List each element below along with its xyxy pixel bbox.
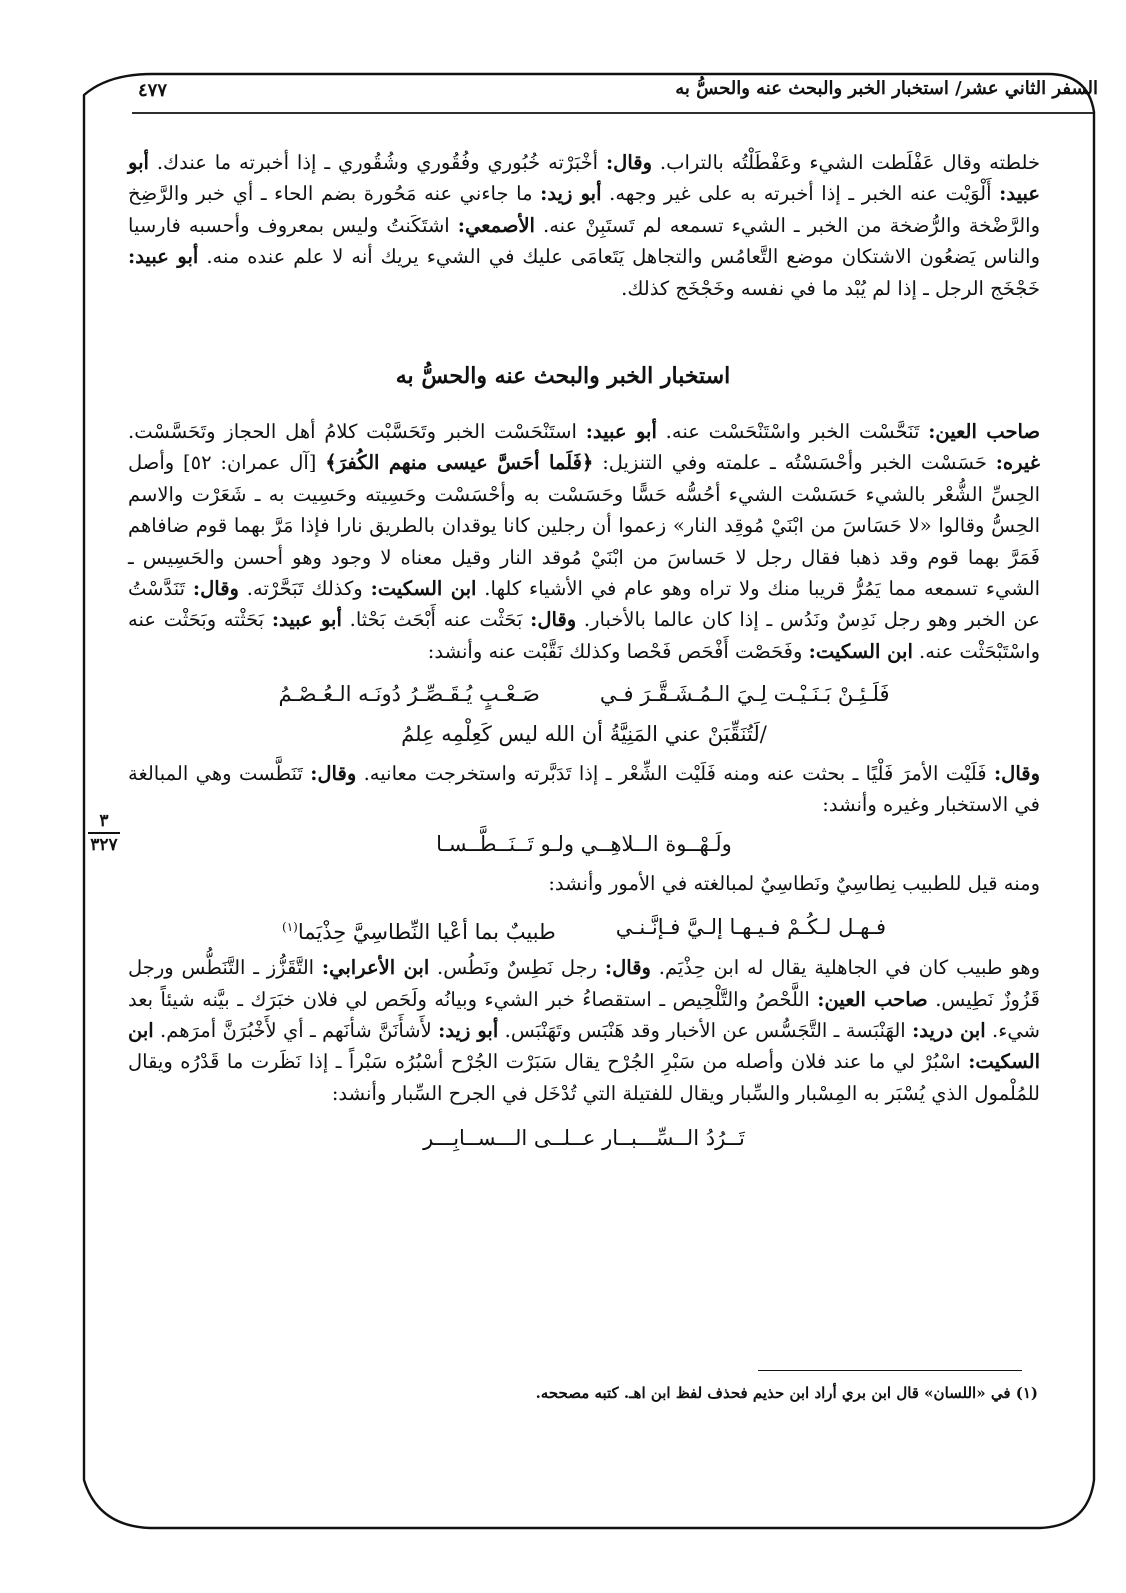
speaker-label: أبو عبيد: — [128, 151, 1040, 206]
text-run: خلطته وقال عَفْلَطت الشيء وعَفْطَلْتُه بالتراب. — [652, 151, 1041, 174]
text-run: بَحَثْت عنه أَبْحَث بَحْثا. — [341, 608, 531, 632]
verse-4: تَــرُدُ الــسِّـــبــار عــلــى الـــســابِـــر — [423, 1126, 745, 1151]
margin-page-reference: ٣ ٣٢٧ — [82, 812, 126, 854]
verse-1-first-hemistich: فَلَـئِـنْ بَـنَـيْـت لِـيَ الـمُـشَـقَّـرَ فـي — [599, 682, 890, 707]
verse-2: ولَـهْــوة الــلاهِــي ولـو تَــنَــطَّــسـا — [436, 831, 732, 856]
text-run: التَّقَزُّز ـ التَّنَطُّس ورجل قَزُوزٌ نَطِيس. — [128, 956, 1040, 1011]
footnote: (١) في «اللسان» قال ابن بري أراد ابن حذيم فحذف لفظ ابن اهـ. كتبه مصححه. — [535, 1384, 1038, 1402]
text-run: لأَشأَنَنَّ شأنَهم ـ أي لأَخْبُرَنَّ أمرَهم. — [153, 1018, 439, 1042]
text-run: اسْبُرْ لي ما عند فلان وأصله من سَبْرِ الجُرْح يقال سَبَرْت الجُرْح أسْبُرُه سَبْراً ـ إذا نَظَرت ما قَدْرُه ويقال للمُلْمول الذي يُسْبَر به المِسْبار والسِّبار ويقال للفتيلة التي تُدْخَل في الجرح السِّبار وأنشد: — [128, 1050, 1040, 1105]
speaker-label: أبو زيد: — [540, 182, 602, 206]
text-run: خَجْخَج الرجل ـ إذا لم يُبْد ما في نفسه وخَجْخَج كذلك. — [621, 276, 1040, 300]
speaker-label: أبو عبيد: — [128, 245, 199, 269]
speaker-label: وقال: — [310, 762, 357, 786]
text-run: استَنْحَسْت الخبر وتَحَسَّبْت كلامُ أهل الحجاز وتَحَسَّسْت. — [128, 420, 586, 443]
section-body — [128, 416, 1040, 1163]
text-run: اللَّحْصُ والتَّلْحِيص ـ استقصاءُ خبر الشيء وبيانُه ولَحَص لي فلان خبَرَك ـ بيَّنه شيئاً بعد شيء. — [128, 987, 1040, 1042]
speaker-label: ابن السكيت: — [128, 1018, 1040, 1074]
verse-3-second-hemistich: طبيبٌ بما أعْيا النِّطاسِيَّ حِذْيَما$^{(١)}$ — [282, 919, 556, 944]
text-run: تَنَدَّسْتُ عن الخبر وهو رجل نَدِسٌ ونَدُس ـ إذا كان عالما بالأخبار. — [128, 577, 1040, 632]
running-title: السفر الثاني عشر/ استخبار الخبر والبحث عنه والحسُّ به — [675, 78, 1098, 99]
text-run: اشتَكَنتُ وليس بمعروف وأحسبه فارسيا والناس يَضعُون الاشتكان موضع التَّعامُس والتجاهل يَتَعامَى عليك في الشيء يريك أنه لا علم عنده منه. — [128, 213, 1041, 269]
paragraph-1 — [128, 416, 1040, 667]
speaker-label: ابن دريد: — [912, 1018, 986, 1042]
text-run: تَنَطَّست وهي المبالغة في الاستخبار وغيره وأنشد: — [128, 762, 1040, 817]
paragraph-3 — [128, 868, 1040, 899]
page-number: ٤٧٧ — [138, 80, 168, 101]
section-heading: استخبار الخبر والبحث عنه والحسُّ به — [395, 363, 731, 389]
footnote-ref: (١) — [282, 919, 298, 934]
speaker-label: ابن السكيت: — [808, 639, 913, 663]
paragraph-2 — [128, 758, 1040, 821]
speaker-label: غيره: — [995, 451, 1040, 475]
speaker-label: وقال: — [530, 608, 577, 632]
speaker-label: ابن السكيت: — [370, 577, 477, 601]
speaker-label: أبو عبيد: — [271, 608, 342, 632]
text-run: رجل نَطِسٌ ونَطُس. — [429, 956, 605, 980]
text-run: [آل عمران: ٥٢] وأصل الحِسِّ الشُّعْر بالشيء حَسَسْت الشيء أحُسُّه حَسًّا وحَسَسْت به وأحْسَسْت وحَسِيته وحَسِيت به ـ شَعَرْت والاسم الحِسُّ وقالوا «لا حَسَاسَ من ابْنَيْ مُوقِد النار» زعموا أن رجلين كانا يوقدان بالطريق نارا فإذا مَرَّ بهما قوم ضافاهم فَمَرَّ بهما قوم وقد ذهبا فقال رجل لا حَساسَ من ابْنَيْ مُوقد النار وقيل معناه لا وجود وهو أحسن والحَسِيس ـ الشيء تسمعه مما يَمُرُّ قريبا منك ولا تراه وهو عام في الأشياء كلها. — [128, 451, 1041, 601]
margin-rule — [88, 832, 120, 834]
text-run: أخْبَرْته خُبُوري وفُقُوري وشُقُوري ـ إذا أخبرته ما عندك. — [148, 151, 606, 174]
text-run: الهَنْبَسة ـ التَّجَسُّس عن الأخبار وقد هَنْبَس وتَهَنْبَس. — [498, 1018, 913, 1042]
speaker-label: ﴿فَلَما أحَسَّ عيسى منهم الكُفرَ﴾ — [325, 451, 594, 475]
text-run: ما جاءني عنه مَحُورة بضم الحاء ـ أي خبر والرَّضِخ والرَّضْخة والرُّضخة من الخبر ـ الشيء تسمعه لم تَستَبِنْ عنه. — [128, 182, 1040, 237]
text-run: حَسَسْت الخبر وأحْسَسْتُه ـ علمته وفي التنزيل: — [593, 451, 996, 475]
text-run: وهو طبيب كان في الجاهلية يقال له ابن حِذْيَم. — [650, 956, 1040, 980]
speaker-label: وقال: — [993, 762, 1040, 786]
speaker-label: أبو عبيد: — [585, 420, 657, 443]
text-run: ومنه قيل للطبيب نِطاسِيٌ ونَطاسِيٌ لمبالغته في الأمور وأنشد: — [548, 872, 1040, 896]
text-run: أَلْوَيْت عنه الخبر ـ إذا أخبرته به على غير وجهه. — [601, 182, 1000, 206]
speaker-label: وقال: — [605, 151, 653, 174]
text-run: وكذلك تَبَحَّرْته. — [238, 577, 371, 601]
speaker-label: صاحب العين: — [817, 987, 928, 1011]
speaker-label: وقال: — [604, 956, 651, 980]
text-run: تَنَحَّسْت الخبر واسْتَنْحَسْت عنه. — [656, 420, 929, 443]
speaker-label: صاحب العين: — [928, 420, 1041, 443]
verse-3 — [128, 912, 1040, 948]
text-run: بَحَثْته وبَحَثْت عنه واسْتَبْحَثْت عنه. — [128, 608, 1040, 663]
verse-1-second-hemistich: صَـعْـبٍ يُـقَـصِّـرُ دُونَـه الـعُـصْـمُ — [278, 682, 540, 707]
paragraph-4 — [128, 952, 1040, 1109]
text-run: فَلَيْت الأمرَ فَلْيًا ـ بحثت عنه ومنه فَلَيْت الشِّعْر ـ إذا تَدَبَّرته واستخرجت معانيه. — [356, 762, 994, 786]
opening-paragraph — [128, 147, 1040, 304]
text-run: وفَحَصْت أَفْحَص فَحْصا وكذلك نَقَّبْت عنه وأنشد: — [427, 639, 809, 663]
speaker-label: أبو زيد: — [438, 1018, 499, 1042]
speaker-label: وقال: — [192, 577, 239, 601]
verse-1 — [128, 679, 1040, 710]
verse-1-continuation: /لَتُنَقِّبَنْ عني المَنِيَّةُ أن الله ليس كَعِلْمِه عِلمُ — [401, 721, 767, 746]
speaker-label: ابن الأعرابي: — [321, 956, 430, 980]
verse-3-first-hemistich: فـهـل لـكُـمْ فـيـهـا إلـيَّ فـإنَّـنـي — [615, 914, 887, 939]
speaker-label: الأصمعي: — [457, 213, 535, 237]
footnote-separator — [758, 1370, 1022, 1371]
